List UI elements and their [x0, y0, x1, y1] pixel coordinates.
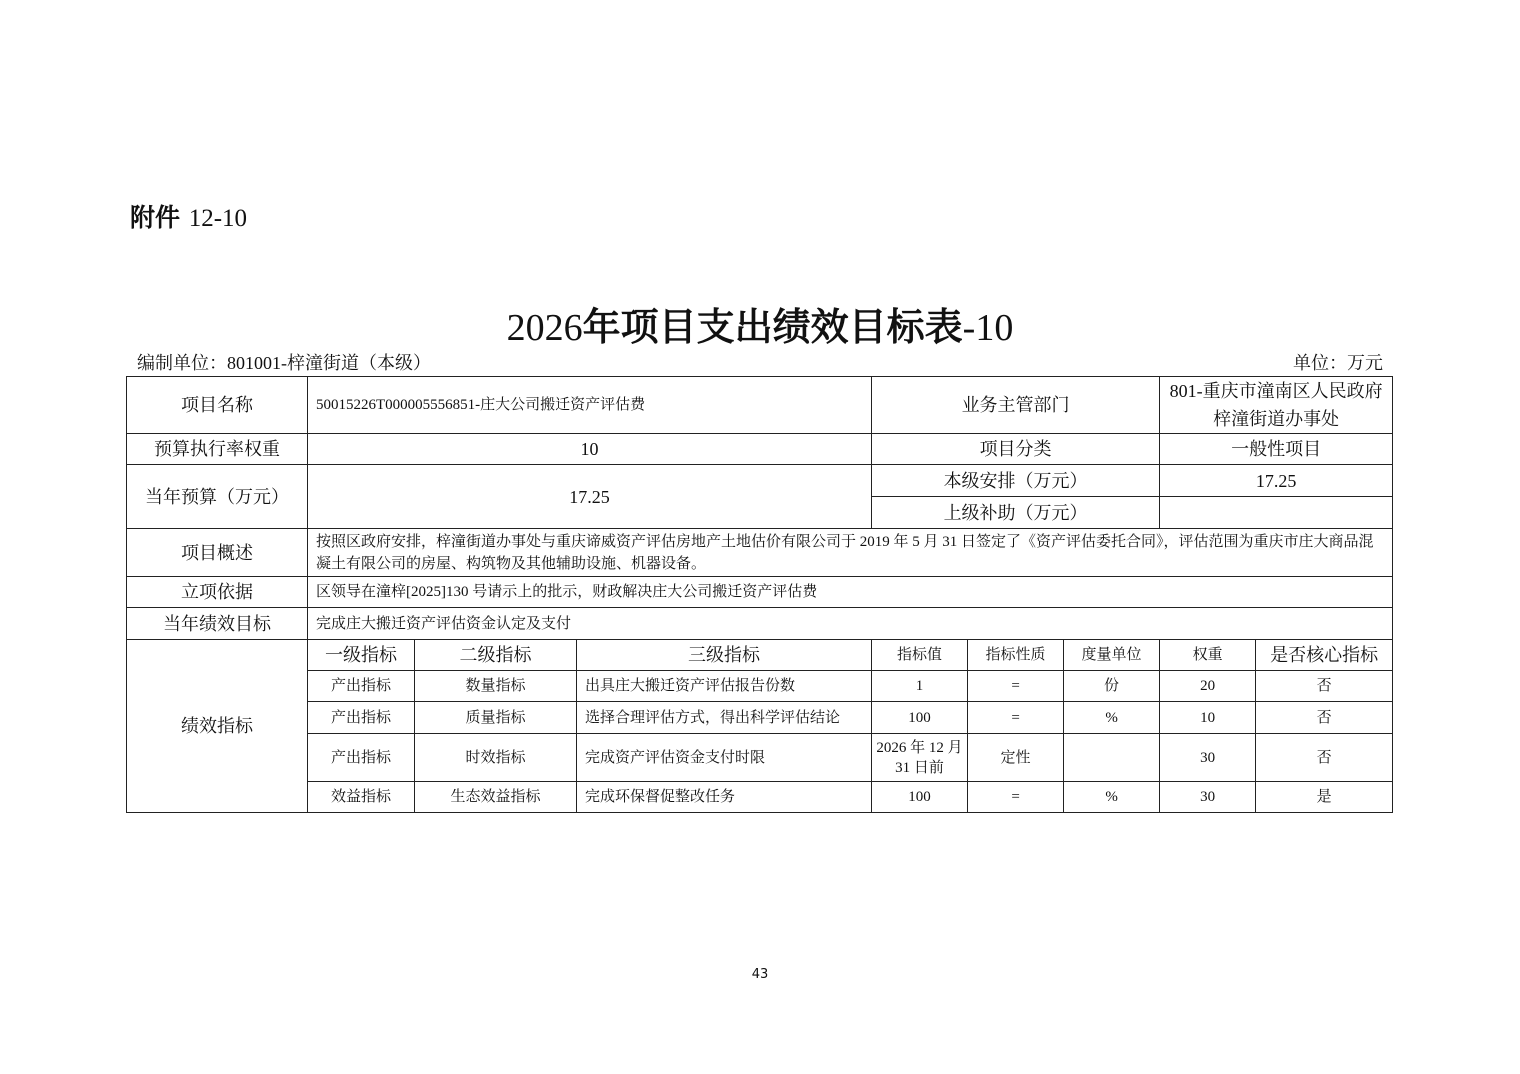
cell-value: 2026 年 12 月 31 日前	[872, 734, 968, 782]
cell-weight: 30	[1160, 734, 1256, 782]
local-funding-label: 本级安排（万元）	[872, 465, 1160, 497]
page-number: 43	[751, 967, 769, 982]
cell-level3: 选择合理评估方式，得出科学评估结论	[577, 702, 872, 734]
cell-level1: 产出指标	[308, 734, 415, 782]
cell-level3: 完成环保督促整改任务	[577, 782, 872, 813]
cell-level1: 产出指标	[308, 702, 415, 734]
page-title	[0, 296, 1520, 351]
indicator-row	[127, 782, 1393, 813]
goal-value: 完成庄大搬迁资产评估资金认定及支付	[308, 608, 1393, 640]
cell-nature: =	[968, 782, 1064, 813]
table-row	[127, 608, 1393, 640]
table-row	[127, 577, 1393, 608]
cell-value: 100	[872, 702, 968, 734]
header-core: 是否核心指标	[1256, 640, 1393, 671]
indicator-row	[127, 734, 1393, 782]
cell-core: 否	[1256, 702, 1393, 734]
attachment-label	[130, 198, 247, 234]
title-year: 2026	[506, 307, 583, 349]
header-nature: 指标性质	[968, 640, 1064, 671]
rate-weight-label: 预算执行率权重	[127, 434, 308, 465]
header-level3: 三级指标	[577, 640, 872, 671]
overview-label: 项目概述	[127, 529, 308, 577]
overview-value: 按照区政府安排，梓潼街道办事处与重庆谛威资产评估房地产土地估价有限公司于 2019 年 5 月 31 日签定了《资产评估委托合同》，评估范围为重庆市庄大商品混凝土有限公司的房屋、构筑物及其他辅助设施、机器设备。	[308, 529, 1393, 577]
cell-unit: %	[1064, 782, 1160, 813]
currency-unit: 单位：万元	[1293, 353, 1383, 373]
cell-unit: %	[1064, 702, 1160, 734]
local-funding-value: 17.25	[1160, 465, 1393, 497]
table-row	[127, 377, 1393, 434]
header-value: 指标值	[872, 640, 968, 671]
compiler-unit: 编制单位：801001-梓潼街道（本级）	[137, 353, 431, 373]
cell-level2: 生态效益指标	[415, 782, 577, 813]
cell-weight: 30	[1160, 782, 1256, 813]
cell-unit: 份	[1064, 671, 1160, 702]
project-name-label: 项目名称	[127, 377, 308, 434]
basis-label: 立项依据	[127, 577, 308, 608]
cell-value: 1	[872, 671, 968, 702]
performance-table	[126, 376, 1393, 813]
cell-weight: 20	[1160, 671, 1256, 702]
cell-level2: 数量指标	[415, 671, 577, 702]
dept-value: 801-重庆市潼南区人民政府梓潼街道办事处	[1160, 377, 1393, 434]
attachment-word: 附件	[130, 203, 181, 232]
table-row	[127, 465, 1393, 497]
cell-unit	[1064, 734, 1160, 782]
indicator-row	[127, 671, 1393, 702]
title-suffix: -10	[962, 307, 1014, 349]
indicators-label: 绩效指标	[127, 640, 308, 813]
cell-weight: 10	[1160, 702, 1256, 734]
cell-level2: 时效指标	[415, 734, 577, 782]
project-name-value: 50015226T000005556851-庄大公司搬迁资产评估费	[308, 377, 872, 434]
category-value: 一般性项目	[1160, 434, 1393, 465]
goal-label: 当年绩效目标	[127, 608, 308, 640]
budget-value: 17.25	[308, 465, 872, 529]
cell-level3: 完成资产评估资金支付时限	[577, 734, 872, 782]
budget-label: 当年预算（万元）	[127, 465, 308, 529]
cell-value: 100	[872, 782, 968, 813]
table-row	[127, 434, 1393, 465]
cell-level2: 质量指标	[415, 702, 577, 734]
rate-weight-value: 10	[308, 434, 872, 465]
cell-level3: 出具庄大搬迁资产评估报告份数	[577, 671, 872, 702]
header-level1: 一级指标	[308, 640, 415, 671]
cell-core: 否	[1256, 671, 1393, 702]
cell-level1: 效益指标	[308, 782, 415, 813]
title-text: 年项目支出绩效目标表	[582, 305, 963, 349]
dept-label: 业务主管部门	[872, 377, 1160, 434]
cell-core: 是	[1256, 782, 1393, 813]
upper-subsidy-label: 上级补助（万元）	[872, 497, 1160, 529]
header-weight: 权重	[1160, 640, 1256, 671]
indicator-header-row	[127, 640, 1393, 671]
cell-nature: 定性	[968, 734, 1064, 782]
category-label: 项目分类	[872, 434, 1160, 465]
cell-nature: =	[968, 671, 1064, 702]
upper-subsidy-value	[1160, 497, 1393, 529]
cell-level1: 产出指标	[308, 671, 415, 702]
table-row	[127, 529, 1393, 577]
cell-nature: =	[968, 702, 1064, 734]
header-unit: 度量单位	[1064, 640, 1160, 671]
cell-core: 否	[1256, 734, 1393, 782]
header-level2: 二级指标	[415, 640, 577, 671]
indicator-row	[127, 702, 1393, 734]
attachment-number: 12-10	[188, 205, 248, 232]
basis-value: 区领导在潼梓[2025]130 号请示上的批示，财政解决庄大公司搬迁资产评估费	[308, 577, 1393, 608]
